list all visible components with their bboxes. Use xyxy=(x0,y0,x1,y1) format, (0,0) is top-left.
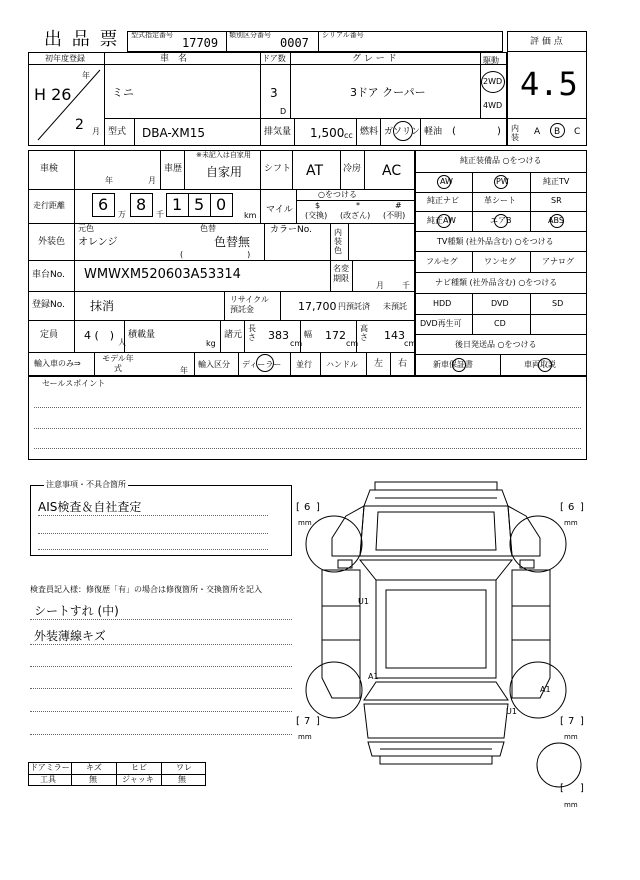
altered-symbol: * xyxy=(356,201,360,210)
length-unit: cm xyxy=(290,339,303,348)
tire-fl-close: ] xyxy=(316,502,320,513)
height-label: 高さ xyxy=(360,324,368,342)
notes-line-1: AIS検査＆自社査定 xyxy=(38,500,142,514)
tire-rl-value: 7 xyxy=(304,716,311,727)
mile-label: マイル xyxy=(266,205,293,215)
mileage-digit-5: 0 xyxy=(216,195,227,214)
drive-2wd-circle xyxy=(481,71,505,93)
tire-fl-open: [ xyxy=(296,502,300,513)
equip-airbag-circle xyxy=(494,214,508,228)
recycle-pending: 未預託 xyxy=(383,302,407,311)
equip-tv: 純正TV xyxy=(543,177,570,186)
damage-a1-left: A1 xyxy=(368,672,379,681)
warranty-circle xyxy=(452,358,466,372)
tire-fl-value: 6 xyxy=(304,502,311,513)
tire-rr-value: 7 xyxy=(568,716,575,727)
interior-b-circle xyxy=(550,123,565,138)
fuel-label: 燃料 xyxy=(360,127,379,137)
height-value: 143 xyxy=(384,329,405,342)
color-label: 外装色 xyxy=(38,237,66,247)
year-mark: 年 xyxy=(82,71,90,80)
swap-label: (交換) xyxy=(305,211,328,220)
equip-aw-genuine: 純正AW xyxy=(427,216,456,225)
navi-cd: CD xyxy=(494,319,506,328)
navi-dvd-player: DVD再生可 xyxy=(420,319,462,328)
car-name: ミニ xyxy=(112,86,134,99)
equip-aw: AW xyxy=(440,177,453,186)
form-title: 出 品 票 xyxy=(44,29,120,50)
equip-abs-circle xyxy=(550,214,564,228)
tools-scratch: キズ xyxy=(86,763,102,772)
drive-2wd: 2WD xyxy=(483,77,503,86)
reg-value: 抹消 xyxy=(90,299,115,313)
width-value: 172 xyxy=(325,329,346,342)
interior-b: B xyxy=(554,127,561,137)
chassis-value: WMWXM520603A53314 xyxy=(84,267,241,282)
load-label: 積載量 xyxy=(128,330,156,340)
tools-break: ワレ xyxy=(176,763,192,772)
later-label: 後日発送品 ○をつける xyxy=(455,340,537,349)
tire-fr-value: 6 xyxy=(568,502,575,513)
tire-rl-close: ] xyxy=(316,716,320,727)
mileage-attach-label: ○をつける xyxy=(318,190,357,199)
doors-label: ドア数 xyxy=(262,54,286,63)
equip-abs: ABS xyxy=(548,216,564,225)
model-year-mark: 年 xyxy=(180,366,188,375)
inspector-note-label: 検査員記入様：修復歴「有」の場合は修復箇所・交換箇所を記入 xyxy=(30,585,262,594)
aircon-value: AC xyxy=(382,163,402,179)
height-unit: cm xyxy=(404,339,417,348)
handle-right: 右 xyxy=(398,359,408,369)
equip-navi: 純正ナビ xyxy=(427,196,459,205)
class-number: 0007 xyxy=(280,36,309,50)
mileage-digit-2: 8 xyxy=(136,195,147,214)
fuel-circle xyxy=(393,121,413,141)
import-label: 輸入車のみ⇒ xyxy=(34,359,81,368)
damage-a1-right: A1 xyxy=(540,685,551,694)
title-change-month: 月 xyxy=(376,281,384,290)
reg-label: 登録No. xyxy=(32,300,65,310)
shaken-label: 車検 xyxy=(40,164,59,174)
tools-door-mirror: ドアミラー xyxy=(30,763,70,772)
width-label: 幅 xyxy=(304,330,312,339)
people-unit: 人 xyxy=(118,338,126,347)
later-warranty: 新車保証書 xyxy=(433,360,473,369)
grade-value: 3ドア クーパー xyxy=(350,86,426,99)
notes-line-2: シートすれ (中) xyxy=(34,604,119,618)
aircon-label: 冷房 xyxy=(343,164,362,174)
equip-leather: 革シート xyxy=(484,196,516,205)
dealer-circle xyxy=(256,354,274,372)
history-note: ※未記入は自家用 xyxy=(196,151,251,159)
recycle-value: 17,700 xyxy=(298,300,337,313)
serial-label: シリアル番号 xyxy=(322,31,364,39)
tools-crack: ヒビ xyxy=(131,763,147,772)
chassis-label: 車台No. xyxy=(32,270,65,280)
tire-rr-close: ] xyxy=(580,716,584,727)
notes-box xyxy=(30,485,292,556)
tire-rl-open: [ xyxy=(296,716,300,727)
kg-unit: kg xyxy=(206,339,216,348)
jack-label: ジャッキ xyxy=(122,775,154,784)
paren-close: ) xyxy=(497,126,501,137)
navi-type-label: ナビ種類 (社外品含む) ○をつける xyxy=(435,278,558,287)
later-manual: 車両取説 xyxy=(524,360,556,369)
altered-label: (改ざん) xyxy=(340,211,371,220)
light-oil-label: 軽油 xyxy=(424,127,443,137)
length-value: 383 xyxy=(268,329,289,342)
history-label: 車歴 xyxy=(164,164,183,174)
width-unit: cm xyxy=(346,339,359,348)
unknown-label: (不明) xyxy=(383,211,406,220)
length-label: 長さ xyxy=(248,324,256,342)
shift-value: AT xyxy=(306,163,324,179)
tire-spare-close: ] xyxy=(580,783,584,794)
navi-hdd: HDD xyxy=(433,299,452,308)
class-label: 類別区分番号 xyxy=(229,31,271,39)
repaint-value: 色替無 xyxy=(214,235,251,249)
equip-aw-circle xyxy=(437,214,451,228)
model-cert-number: 17709 xyxy=(182,36,219,50)
repaint-paren: ( ) xyxy=(180,250,251,259)
genuine-label: 純正装備品 ○をつける xyxy=(460,156,542,165)
shift-label: シフト xyxy=(264,164,292,174)
tv-fullseg: フルセグ xyxy=(426,257,458,266)
navi-dvd: DVD xyxy=(491,299,509,308)
sen-unit: 千 xyxy=(156,210,164,219)
cc-unit: cc xyxy=(344,131,353,140)
drive-4wd: 4WD xyxy=(483,101,503,110)
tire-rl-unit: mm xyxy=(298,733,312,741)
first-reg-label: 初年度登録 xyxy=(45,54,85,63)
tools-label: 工具 xyxy=(40,775,56,784)
navi-sd: SD xyxy=(552,299,564,308)
month-mark: 月 xyxy=(92,127,100,136)
tire-rr-open: [ xyxy=(560,716,564,727)
tire-fr-close: ] xyxy=(580,502,584,513)
equip-pw: PW xyxy=(496,177,509,186)
displacement-label: 排気量 xyxy=(264,127,292,137)
score-value: 4.5 xyxy=(520,65,578,103)
notes-line-3: 外装薄線キズ xyxy=(34,629,106,643)
import-dealer: ディーラー xyxy=(242,360,282,369)
car-body-diagram xyxy=(300,478,590,778)
equip-sr: SR xyxy=(551,196,562,205)
import-class-label: 輸入区分 xyxy=(198,360,230,369)
model-cert-label: 型式指定番号 xyxy=(131,31,173,39)
tire-spare-open: [ xyxy=(560,783,564,794)
mileage-digit-3: 1 xyxy=(172,195,183,214)
capacity-label: 定員 xyxy=(40,330,59,340)
mileage-digit-4: 5 xyxy=(194,195,205,214)
first-reg-month: 2 xyxy=(75,117,84,133)
interior-c: C xyxy=(574,127,581,137)
km-unit: km xyxy=(244,211,257,220)
orig-color-label: 元色 xyxy=(78,224,94,233)
tire-rr-unit: mm xyxy=(564,733,578,741)
title-change-day: 千 xyxy=(402,281,410,290)
tv-type-label: TV種類 (社外品含む) ○をつける xyxy=(437,237,554,246)
recycle-status: 円預託済 xyxy=(338,302,370,311)
damage-u1-right: U1 xyxy=(506,707,517,716)
car-name-label: 車 名 xyxy=(160,54,188,64)
shaken-year-mark: 年 xyxy=(105,176,113,185)
model-year-label: モデル年式 xyxy=(102,354,134,373)
tools-value: 無 xyxy=(89,775,97,784)
mileage-label: 走行距離 xyxy=(33,201,65,210)
spare-tire-icon xyxy=(534,740,584,790)
shaken-month-mark: 月 xyxy=(148,176,156,185)
grade-label: グ レ ー ド xyxy=(352,54,397,64)
capacity-value: 4 ( ) xyxy=(84,329,115,342)
interior-a: A xyxy=(534,127,541,137)
doors-value: 3 xyxy=(270,86,278,100)
drive-label: 駆動 xyxy=(483,56,499,65)
tire-fr-open: [ xyxy=(560,502,564,513)
equip-1-circle xyxy=(437,175,451,189)
notes-label: 注意事項・不具合箇所 xyxy=(46,480,126,489)
model-label: 型式 xyxy=(108,127,127,137)
model-value: DBA-XM15 xyxy=(142,126,205,140)
int-color-label: 内装色 xyxy=(334,228,342,255)
tire-fl-unit: mm xyxy=(298,519,312,527)
manual-circle xyxy=(538,358,552,372)
color-no-label: カラーNo. xyxy=(270,225,312,235)
history-value: 自家用 xyxy=(206,165,243,179)
recycle-label: リサイクル預託金 xyxy=(230,295,269,314)
color-value: オレンジ xyxy=(78,237,118,248)
score-label: 評 価 点 xyxy=(530,37,563,47)
repaint-label: 色替 xyxy=(200,224,216,233)
tire-fr-unit: mm xyxy=(564,519,578,527)
swap-symbol: $ xyxy=(315,201,321,210)
displacement-value: 1,500 xyxy=(310,126,345,140)
equip-pw-circle xyxy=(494,175,508,189)
first-reg-era: H 26 xyxy=(34,85,72,104)
fuel-gasoline: ガソリン xyxy=(384,127,421,137)
damage-u1-left: U1 xyxy=(358,597,369,606)
paren-open: ( xyxy=(452,126,456,137)
doors-type: D xyxy=(280,107,287,116)
interior-label: 内装 xyxy=(511,124,519,142)
tv-oneseg: ワンセグ xyxy=(484,257,516,266)
tire-spare-unit: mm xyxy=(564,801,578,809)
handle-label: ハンドル xyxy=(326,360,358,369)
sales-point-label: セールスポイント xyxy=(42,379,106,388)
unknown-symbol: # xyxy=(395,201,402,210)
title-change-label: 名変期限 xyxy=(333,264,349,283)
jack-value: 無 xyxy=(178,775,186,784)
handle-left: 左 xyxy=(374,359,384,369)
equip-airbag: エアB xyxy=(490,216,512,225)
man-unit: 万 xyxy=(118,210,126,219)
import-parallel: 並行 xyxy=(296,360,312,369)
tv-analog: アナログ xyxy=(542,257,574,266)
mileage-digit-1: 6 xyxy=(98,195,109,214)
dims-label: 諸元 xyxy=(224,330,243,340)
